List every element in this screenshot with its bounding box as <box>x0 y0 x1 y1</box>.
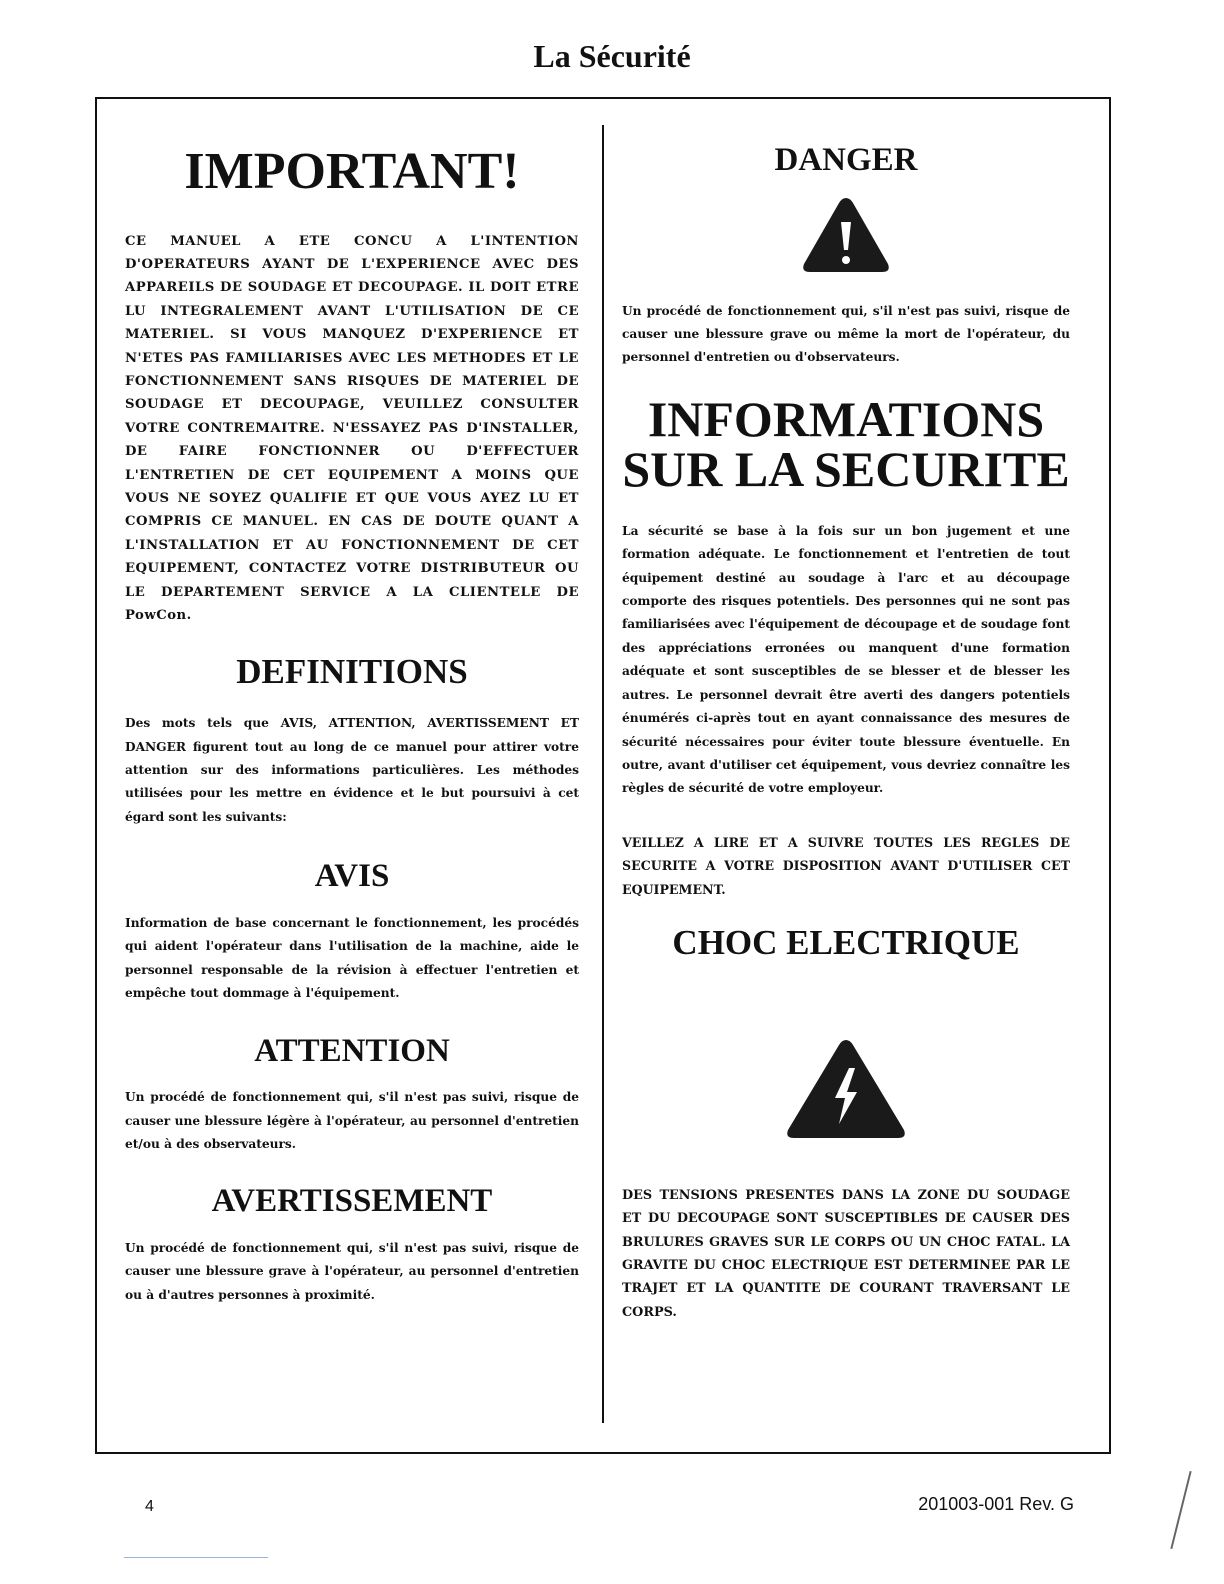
danger-text: Un procédé de fonctionnement qui, s'il n'est pas suivi, risque de causer une blessure grave ou même la mort de l'opérateur, du personnel d'entretien ou d'observateurs. <box>622 303 1070 365</box>
avis-text: Information de base concernant le fonctionnement, les procédés qui aident l'opérateur dans l'utilisation de la machine, aide le personnel responsable de la révision à effectuer l'entretien et empêche tout dommage à l'équipement. <box>125 915 579 1001</box>
right-column <box>622 125 1070 1324</box>
informations-text: La sécurité se base à la fois sur un bon jugement et une formation adéquate. Le fonctionnement et l'entretien de tout équipement destiné au soudage à l'arc et au découpage comporte des risques potentiels. Des personnes qui ne sont pas familiarisées avec l'équipement de découpage et de soudage font des appréciations erronées ou manquent d'une formation adéquate et sont susceptibles de se blesser et de blesser les autres. Le personnel devrait être averti des dangers potentiels énumérés ci-après tout en ayant connaissance des mesures de sécurité nécessaires pour éviter toute blessure éventuelle. En outre, avant d'utiliser cet équipement, vous devriez connaître les règles de sécurité de votre employeur. <box>622 523 1070 796</box>
important-text: CE MANUEL A ETE CONCU A L'INTENTION D'OPERATEURS AYANT DE L'EXPERIENCE AVEC DES APPAREILS DE SOUDAGE ET DECOUPAGE. IL DOIT ETRE LU INTEGRALEMENT AVANT L'UTILISATION DE CE MATERIEL. SI VOUS MANQUEZ D'EXPERIENCE ET N'ETES PAS FAMILIARISES AVEC LES METHODES ET LE FONCTIONNEMENT SANS RISQUES DE MATERIEL DE SOUDAGE ET DECOUPAGE, VEUILLEZ CONSULTER VOTRE CONTREMAITRE. N'ESSAYEZ PAS D'INSTALLER, DE FAIRE FONCTIONNER OU D'EFFECTUER L'ENTRETIEN DE CET EQUIPEMENT A MOINS QUE VOUS NE SOYEZ QUALIFIE ET QUE VOUS AYEZ LU ET COMPRIS CE MANUEL. EN CAS DE DOUTE QUANT A L'INSTALLATION ET AU FONCTIONNEMENT DE CET EQUIPEMENT, CONTACTEZ VOTRE DISTRIBUTEUR OU LE DEPARTEMENT SERVICE A LA CLIENTELE DE PowCon. <box>125 233 579 624</box>
informations-heading-line1: INFORMATIONS <box>647 390 1045 447</box>
warning-triangle-icon <box>800 194 892 276</box>
column-divider <box>602 125 604 1423</box>
avertissement-text: Un procédé de fonctionnement qui, s'il n'est pas suivi, risque de causer une blessure grave à l'opérateur, au personnel d'entretien ou à d'autres personnes à proximité. <box>125 1241 579 1302</box>
avertissement-heading: AVERTISSEMENT <box>211 1183 493 1220</box>
important-heading: IMPORTANT! <box>184 143 520 200</box>
avis-heading: AVIS <box>314 858 390 895</box>
attention-text: Un procédé de fonctionnement qui, s'il n'est pas suivi, risque de causer une blessure légère à l'opérateur, au personnel d'entretien et/ou à des observateurs. <box>125 1090 579 1151</box>
attention-heading: ATTENTION <box>254 1032 450 1069</box>
page-number: 4 <box>145 1498 154 1515</box>
informations-heading-line2: SUR LA SECURITE <box>622 440 1070 497</box>
left-column <box>125 125 579 1307</box>
choc-text: DES TENSIONS PRESENTES DANS LA ZONE DU SOUDAGE ET DU DECOUPAGE SONT SUSCEPTIBLES DE CAUSER DES BRULURES GRAVES SUR LE CORPS OU UN CHOC FATAL. LA GRAVITE DU CHOC ELECTRIQUE EST DETERMINEE PAR LE TRAJET ET LA QUANTITE DE COURANT TRAVERSANT LE CORPS. <box>622 1187 1070 1320</box>
definitions-heading: DEFINITIONS <box>236 651 468 691</box>
page-title: La Sécurité <box>533 38 691 74</box>
scan-edge-mark <box>1170 1471 1191 1549</box>
choc-heading: CHOC ELECTRIQUE <box>672 922 1020 962</box>
definitions-text: Des mots tels que AVIS, ATTENTION, AVERTISSEMENT ET DANGER figurent tout au long de ce manuel pour attirer votre attention sur des informations particulières. Les méthodes utilisées pour les mettre en évidence et le but poursuivi à cet égard sont les suivants: <box>125 716 579 824</box>
revision-label: 201003-001 Rev. G <box>918 1494 1074 1514</box>
footer-rule <box>124 1557 268 1558</box>
electric-shock-triangle-icon <box>783 1036 909 1142</box>
informations-notice: VEILLEZ A LIRE ET A SUIVRE TOUTES LES REGLES DE SECURITE A VOTRE DISPOSITION AVANT D'UTILISER CET EQUIPEMENT. <box>622 834 1070 897</box>
danger-heading: DANGER <box>774 142 918 178</box>
